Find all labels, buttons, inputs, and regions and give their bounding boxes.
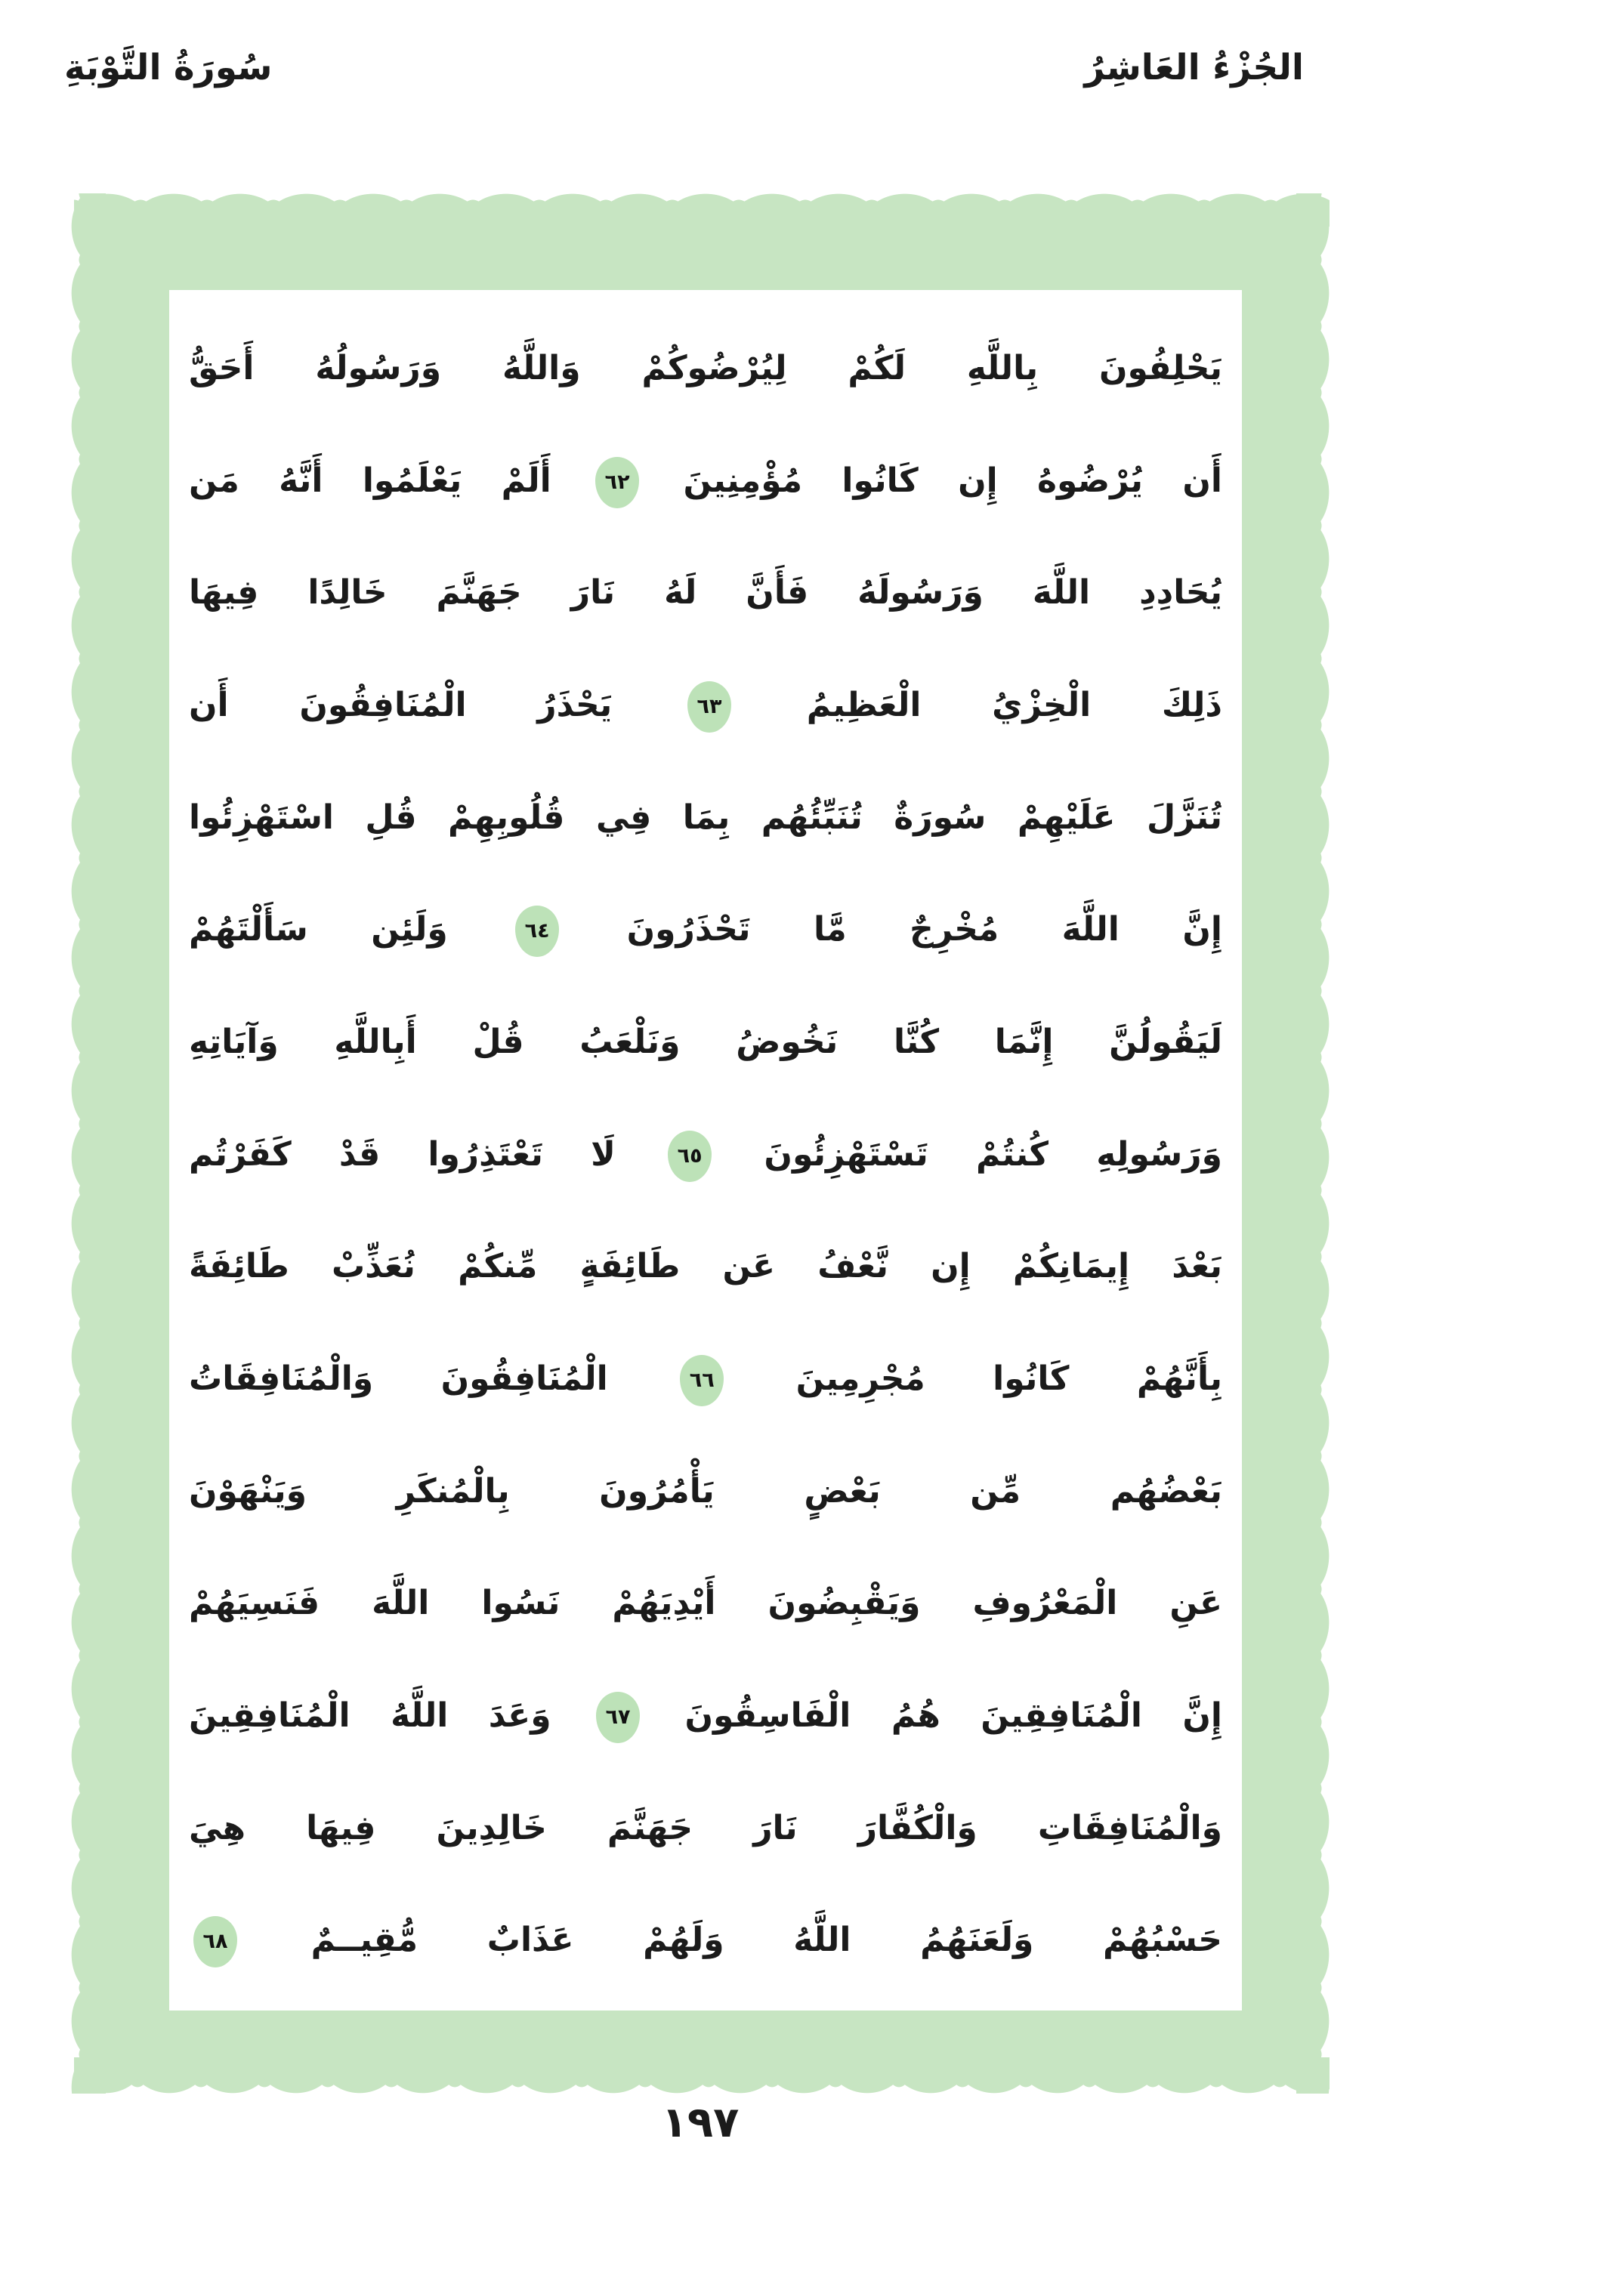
quran-line bbox=[189, 425, 1222, 538]
ayah-text: يُحَادِدِ اللَّهَ وَرَسُولَهُ فَأَنَّ لَهُ نَارَ جَهَنَّمَ خَالِدًا فِيهَا bbox=[189, 573, 1222, 613]
ayah-text: بَعْضُهُم مِّن بَعْضٍ يَأْمُرُونَ بِالْمُنكَرِ وَيَنْهَوْنَ bbox=[189, 1471, 1222, 1511]
quran-line bbox=[189, 1211, 1222, 1323]
quran-line bbox=[189, 1773, 1222, 1885]
ayah-text: الْمُنَافِقُونَ وَالْمُنَافِقَاتُ bbox=[189, 1359, 608, 1399]
ayah-number-marker: ٦٣ bbox=[687, 681, 731, 733]
ayah-number-marker: ٦٨ bbox=[193, 1916, 237, 1967]
quran-line bbox=[189, 1548, 1222, 1660]
frame-scallop-bottom bbox=[74, 2057, 1330, 2094]
ayah-text: يَحْذَرُ الْمُنَافِقُونَ أَن bbox=[189, 686, 613, 725]
ayah-text: تُنَزَّلَ عَلَيْهِمْ سُورَةٌ تُنَبِّئُهُم بِمَا فِي قُلُوبِهِمْ قُلِ اسْتَهْزِئُوا bbox=[189, 798, 1222, 837]
ayah-text: إِنَّ اللَّهَ مُخْرِجٌ مَّا تَحْذَرُونَ bbox=[626, 910, 1222, 949]
ayah-text: إِنَّ الْمُنَافِقِينَ هُمُ الْفَاسِقُونَ bbox=[684, 1696, 1222, 1736]
ayah-text: وَالْمُنَافِقَاتِ وَالْكُفَّارَ نَارَ جَهَنَّمَ خَالِدِينَ فِيهَا هِيَ bbox=[189, 1808, 1222, 1847]
frame-scallop-left bbox=[71, 193, 106, 2094]
ayah-text: وَعَدَ اللَّهُ الْمُنَافِقِينَ bbox=[189, 1696, 551, 1736]
quran-text-panel bbox=[169, 290, 1242, 2011]
quran-line bbox=[189, 1323, 1222, 1436]
ayah-text: لَيَقُولُنَّ إِنَّمَا كُنَّا نَخُوضُ وَنَلْعَبُ قُلْ أَبِاللَّهِ وَآيَاتِهِ bbox=[189, 1023, 1222, 1062]
ayah-number-marker: ٦٤ bbox=[515, 906, 559, 957]
quran-line bbox=[189, 762, 1222, 875]
quran-lines bbox=[169, 290, 1242, 2011]
frame-scallop-top bbox=[74, 193, 1330, 227]
ayah-text: يَحْلِفُونَ بِاللَّهِ لَكُمْ لِيُرْضُوكُمْ وَاللَّهُ وَرَسُولُهُ أَحَقُّ bbox=[189, 349, 1222, 387]
ayah-text: ذَلِكَ الْخِزْيُ الْعَظِيمُ bbox=[806, 686, 1222, 725]
ayah-text: أَن يُرْضُوهُ إِن كَانُوا مُؤْمِنِينَ bbox=[683, 461, 1222, 500]
ayah-text: عَنِ الْمَعْرُوفِ وَيَقْبِضُونَ أَيْدِيَهُمْ نَسُوا اللَّهَ فَنَسِيَهُمْ bbox=[189, 1584, 1222, 1623]
ayah-number-marker: ٦٦ bbox=[680, 1355, 724, 1406]
quran-line bbox=[189, 986, 1222, 1099]
ayah-text: لَا تَعْتَذِرُوا قَدْ كَفَرْتُم bbox=[189, 1134, 616, 1174]
quran-line bbox=[189, 874, 1222, 986]
page-number: ١٩٧ bbox=[661, 2098, 740, 2147]
ayah-text: بِأَنَّهُمْ كَانُوا مُجْرِمِينَ bbox=[795, 1359, 1222, 1399]
quran-line bbox=[189, 1099, 1222, 1211]
ayah-text: بَعْدَ إِيمَانِكُمْ إِن نَّعْفُ عَن طَائِفَةٍ مِّنكُمْ نُعَذِّبْ طَائِفَةً bbox=[189, 1247, 1222, 1286]
ayah-number-marker: ٦٧ bbox=[596, 1692, 640, 1743]
ayah-text: وَرَسُولِهِ كُنتُمْ تَسْتَهْزِئُونَ bbox=[764, 1134, 1222, 1174]
quran-line bbox=[189, 537, 1222, 650]
quran-line bbox=[189, 1660, 1222, 1773]
ayah-text: أَلَمْ يَعْلَمُوا أَنَّهُ مَن bbox=[189, 461, 551, 500]
quran-line bbox=[189, 650, 1222, 762]
header-juz-title: الجُزْءُ العَاشِرُ bbox=[1084, 47, 1304, 88]
ayah-number-marker: ٦٥ bbox=[668, 1131, 712, 1182]
quran-line bbox=[189, 1436, 1222, 1548]
header-surah-title: سُورَةُ التَّوْبَةِ bbox=[64, 47, 273, 88]
ayah-text: وَلَئِن سَأَلْتَهُمْ bbox=[189, 910, 448, 949]
quran-line bbox=[189, 1884, 1222, 1997]
frame-scallop-right bbox=[1296, 193, 1330, 2094]
ayah-number-marker: ٦٢ bbox=[595, 457, 639, 508]
quran-line bbox=[189, 313, 1222, 425]
ayah-text: حَسْبُهُمْ وَلَعَنَهُمُ اللَّهُ وَلَهُمْ عَذَابٌ مُّقِيــمٌ bbox=[310, 1921, 1222, 1960]
